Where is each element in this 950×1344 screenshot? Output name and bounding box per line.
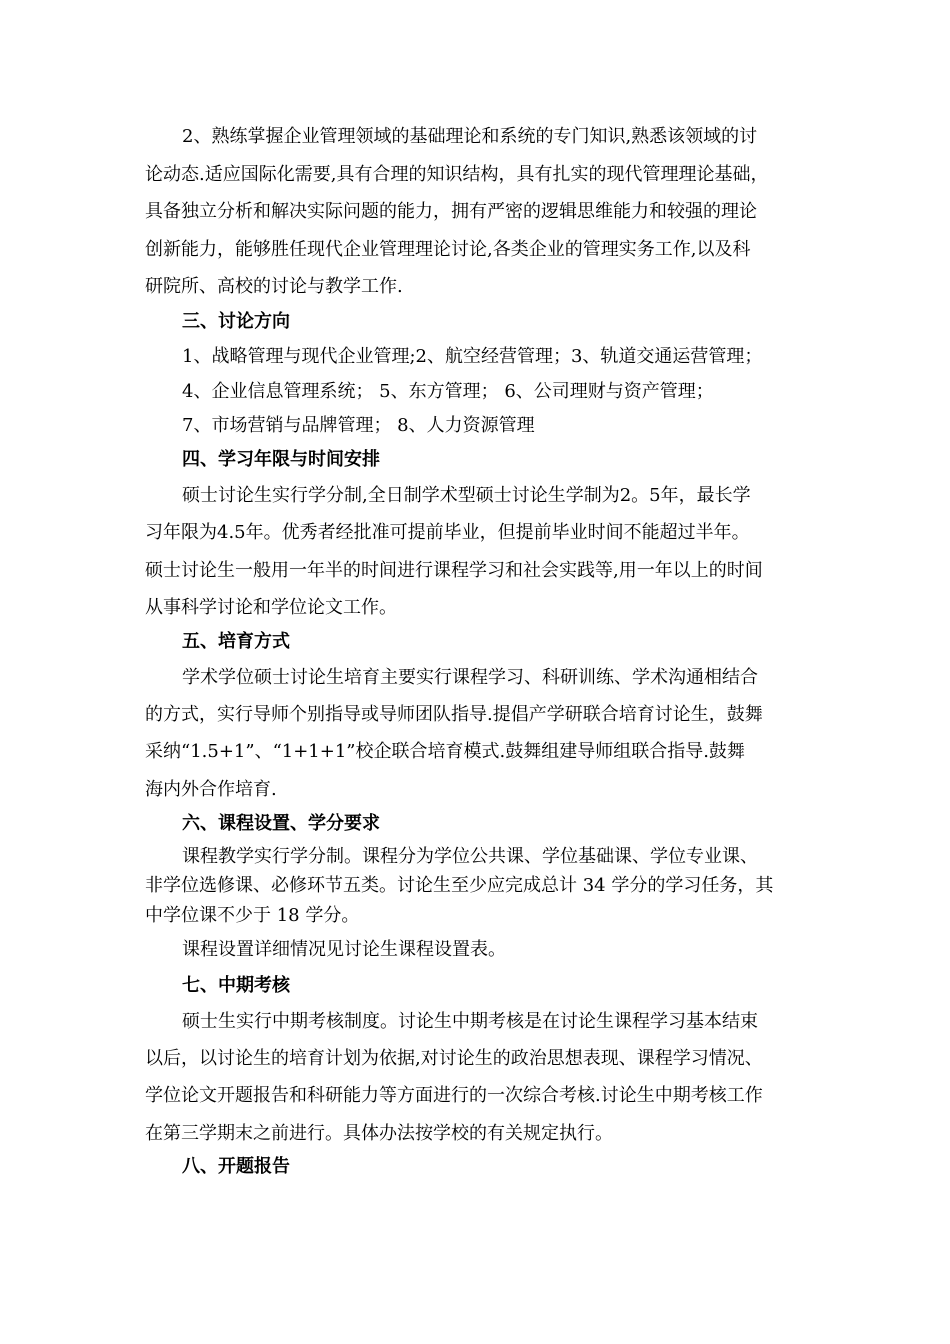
s4-line-2: 习年限为4.5年。优秀者经批准可提前毕业，但提前毕业时间不能超过半年。 bbox=[145, 522, 750, 543]
s6-line-4: 课程设置详细情况见讨论生课程设置表。 bbox=[182, 939, 506, 960]
s7-line-3: 学位论文开题报告和科研能力等方面进行的一次综合考核.讨论生中期考核工作 bbox=[145, 1085, 763, 1106]
s7-line-4: 在第三学期末之前进行。具体办法按学校的有关规定执行。 bbox=[145, 1123, 613, 1144]
s5-line-1: 学术学位硕士讨论生培育主要实行课程学习、科研训练、学术沟通相结合 bbox=[182, 667, 758, 688]
s5-line-3: 采纳“1.5+1”、“1+1+1”校企联合培育模式.鼓舞组建导师组联合指导.鼓舞 bbox=[145, 741, 745, 762]
s2-line-5: 研院所、高校的讨论与教学工作. bbox=[145, 276, 403, 297]
s4-line-4: 从事科学讨论和学位论文工作。 bbox=[145, 597, 397, 618]
s3-line-1: 1、战略管理与现代企业管理;2、航空经营管理；3、轨道交通运营管理； bbox=[182, 346, 763, 367]
s7-line-2: 以后，以讨论生的培育计划为依据,对讨论生的政治思想表现、课程学习情况、 bbox=[145, 1048, 763, 1069]
s6-line-2: 非学位选修课、必修环节五类。讨论生至少应完成总计 34 学分的学习任务，其 bbox=[145, 875, 774, 896]
s2-line-2: 论动态.适应国际化需要,具有合理的知识结构，具有扎实的现代管理理论基础， bbox=[145, 164, 769, 185]
s2-line-4: 创新能力，能够胜任现代企业管理理论讨论,各类企业的管理实务工作,以及科 bbox=[145, 239, 751, 260]
section-heading-midterm: 七、中期考核 bbox=[182, 975, 290, 996]
s3-line-2: 4、企业信息管理系统； 5、东方管理； 6、公司理财与资产管理； bbox=[182, 381, 714, 402]
section-heading-duration: 四、学习年限与时间安排 bbox=[182, 449, 380, 470]
section-heading-proposal: 八、开题报告 bbox=[182, 1156, 290, 1177]
s3-line-3: 7、市场营销与品牌管理； 8、人力资源管理 bbox=[182, 415, 535, 436]
s4-line-1: 硕士讨论生实行学分制,全日制学术型硕士讨论生学制为2。5年，最长学 bbox=[182, 485, 751, 506]
section-heading-courses: 六、课程设置、学分要求 bbox=[182, 813, 380, 834]
s6-line-3: 中学位课不少于 18 学分。 bbox=[145, 905, 360, 926]
s5-line-2: 的方式，实行导师个别指导或导师团队指导.提倡产学研联合培育讨论生，鼓舞 bbox=[145, 704, 763, 725]
section-heading-directions: 三、讨论方向 bbox=[182, 311, 290, 332]
section-heading-training: 五、培育方式 bbox=[182, 631, 290, 652]
s4-line-3: 硕士讨论生一般用一年半的时间进行课程学习和社会实践等,用一年以上的时间 bbox=[145, 560, 763, 581]
s6-line-1: 课程教学实行学分制。课程分为学位公共课、学位基础课、学位专业课、 bbox=[182, 846, 758, 867]
s5-line-4: 海内外合作培育. bbox=[145, 779, 277, 800]
s2-line-1: 2、熟练掌握企业管理领域的基础理论和系统的专门知识,熟悉该领域的讨 bbox=[182, 126, 758, 147]
s2-line-3: 具备独立分析和解决实际问题的能力，拥有严密的逻辑思维能力和较强的理论 bbox=[145, 201, 757, 222]
s7-line-1: 硕士生实行中期考核制度。讨论生中期考核是在讨论生课程学习基本结束 bbox=[182, 1011, 758, 1032]
